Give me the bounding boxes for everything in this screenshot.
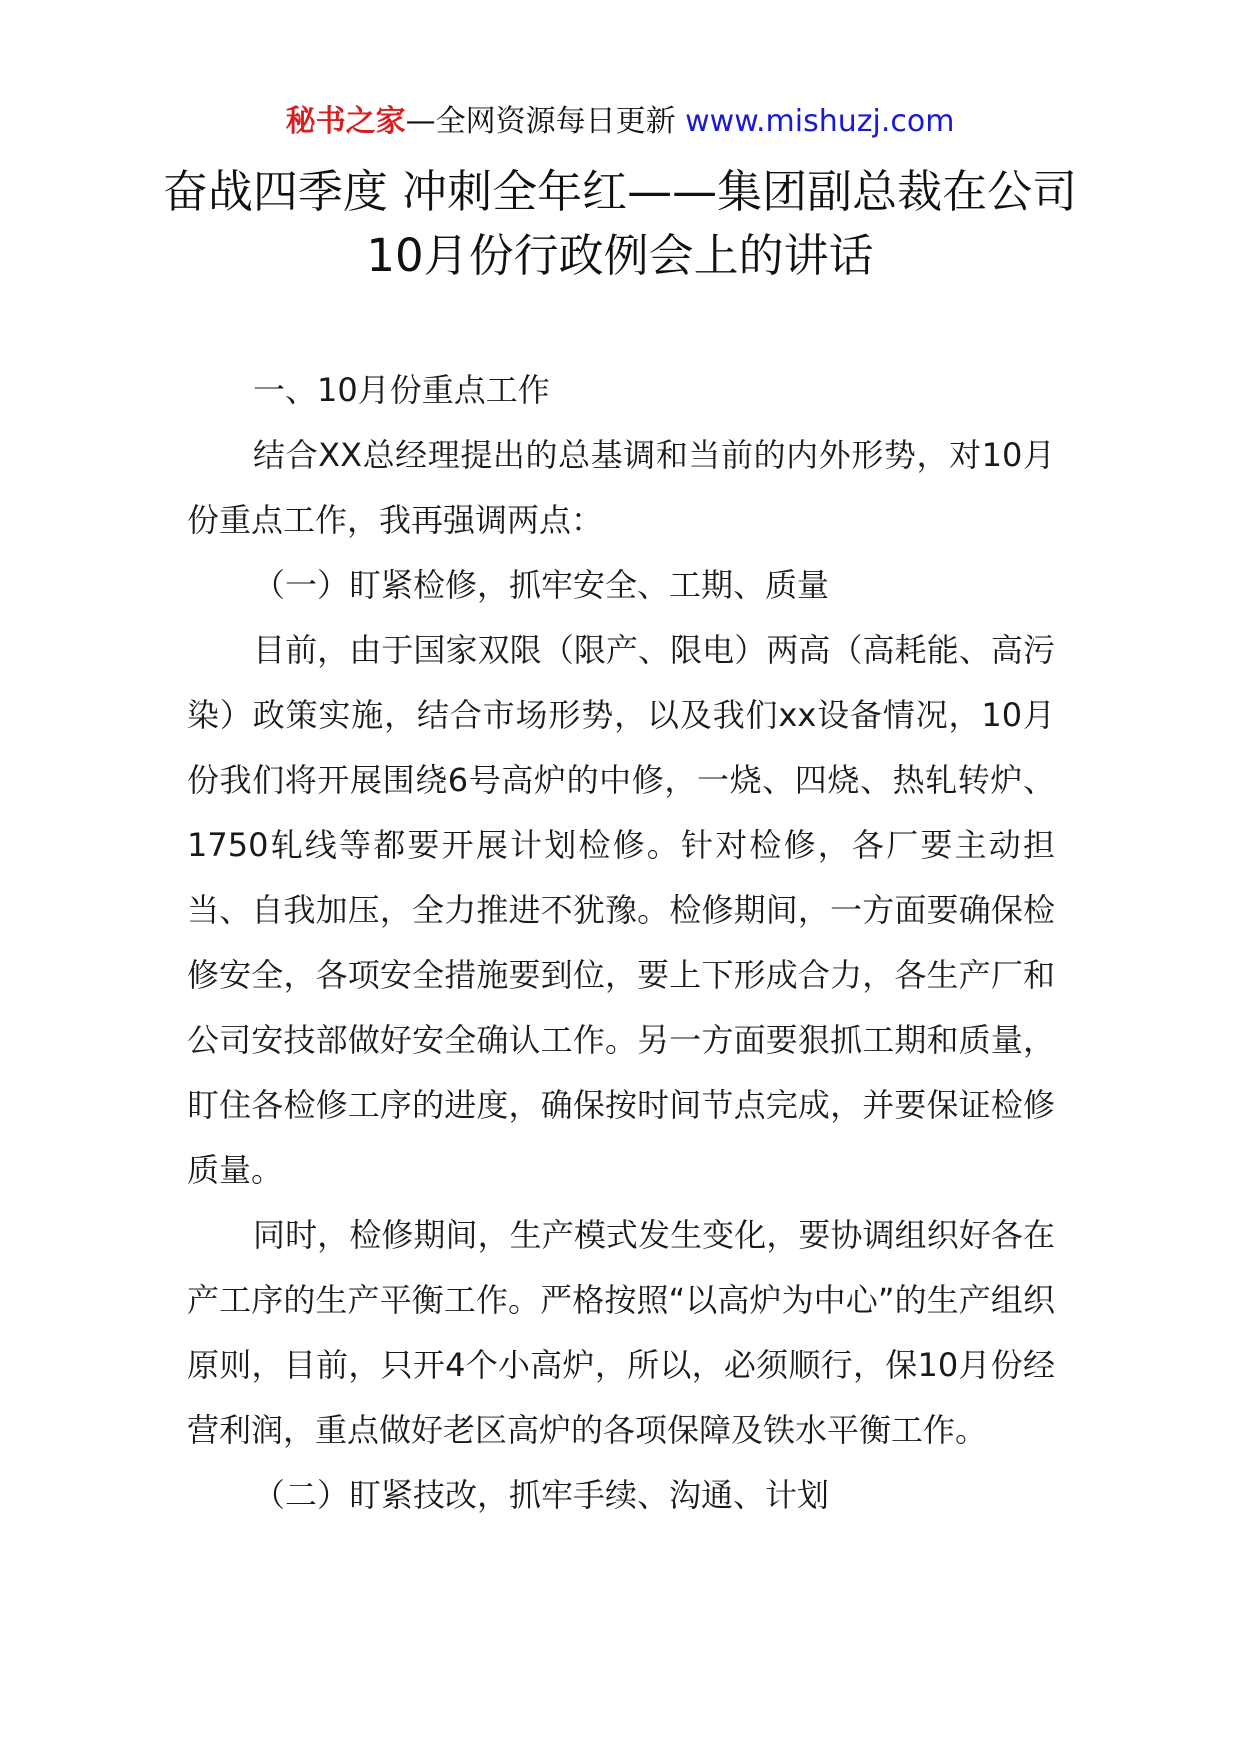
paragraph: 结合XX总经理提出的总基调和当前的内外形势，对10月份重点工作，我再强调两点： bbox=[187, 436, 1055, 539]
section-heading: 一、10月份重点工作 bbox=[253, 371, 550, 409]
site-banner bbox=[0, 100, 1240, 144]
paragraph: 目前，由于国家双限（限产、限电）两高（高耗能、高污染）政策实施，结合市场形势，以及我们xx设备情况，10月份我们将开展围绕6号高炉的中修，一烧、四烧、热轧转炉、1750轧线等都要开展计划检修。针对检修，各厂要主动担当、自我加压，全力推进不犹豫。检修期间，一方面要确保检修安全，各项安全措施要到位，要上下形成合力，各生产厂和公司安技部做好安全确认工作。另一方面要狠抓工期和质量，盯住各检修工序的进度，确保按时间节点完成，并要保证检修质量。 bbox=[187, 631, 1055, 1189]
subsection-heading: （一）盯紧检修，抓牢安全、工期、质量 bbox=[253, 566, 830, 604]
document-body bbox=[187, 358, 1055, 1528]
paragraph: 同时，检修期间，生产模式发生变化，要协调组织好各在产工序的生产平衡工作。严格按照“以高炉为中心”的生产组织原则，目前，只开4个小高炉，所以，必须顺行，保10月份经营利润，重点做好老区高炉的各项保障及铁水平衡工作。 bbox=[187, 1216, 1055, 1449]
banner-tagline: —全网资源每日更新 bbox=[405, 104, 686, 139]
brand-name: 秘书之家 bbox=[285, 104, 406, 139]
site-url-link[interactable]: www.mishuzj.com bbox=[685, 104, 955, 139]
subsection-heading: （二）盯紧技改，抓牢手续、沟通、计划 bbox=[253, 1476, 830, 1514]
document-title: 奋战四季度 冲刺全年红——集团副总裁在公司10月份行政例会上的讲话 bbox=[162, 165, 1078, 282]
